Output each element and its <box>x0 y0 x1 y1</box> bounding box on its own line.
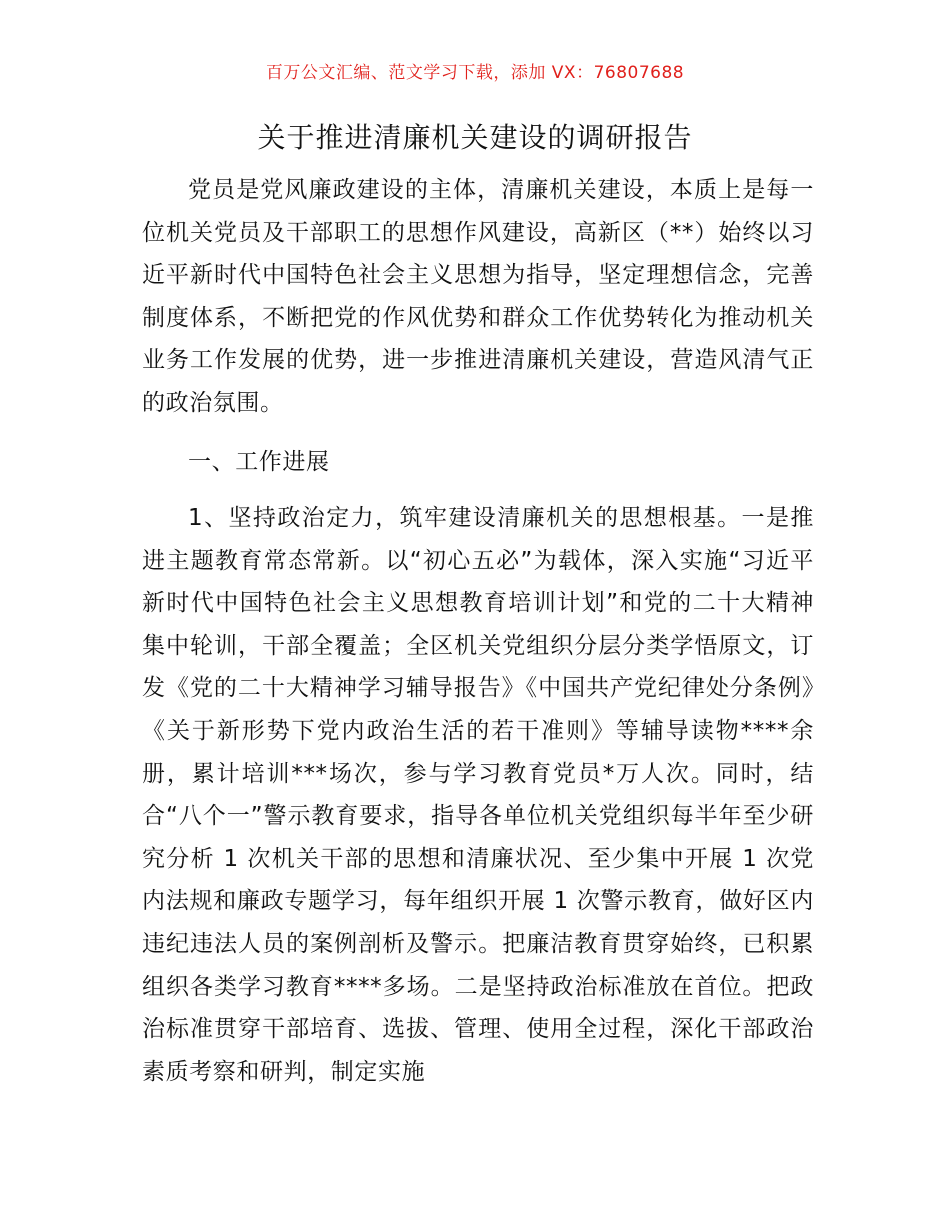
body-paragraph-text: 1、坚持政治定力，筑牢建设清廉机关的思想根基。一是推进主题教育常态常新。以“初心五必”为载体，深入实施“习近平新时代中国特色社会主义思想教育培训计划”和党的二十大精神集中轮训，干部全覆盖；全区机关党组织分层分类学悟原文，订发《党的二十大精神学习辅导报告》《中国共产党纪律处分条例》《关于新形势下党内政治生活的若干准则》等辅导读物****余册，累计培训***场次，参与学习教育党员*万人次。同时，结合“八个一”警示教育要求，指导各单位机关党组织每半年至少研究分析 1 次机关干部的思想和清廉状况、至少集中开展 1 次党内法规和廉政专题学习，每年组织开展 1 次警示教育，做好区内违纪违法人员的案例剖析及警示。把廉洁教育贯穿始终，已积累组织各类学习教育****多场。二是坚持政治标准放在首位。把政治标准贯穿干部培育、选拔、管理、使用全过程，深化干部政治素质考察和研判，制定实施 <box>142 505 814 1085</box>
intro-text: 党员是党风廉政建设的主体，清廉机关建设，本质上是每一位机关党员及干部职工的思想作风建设，高新区（**）始终以习近平新时代中国特色社会主义思想为指导，坚定理想信念，完善制度体系，不断把党的作风优势和群众工作优势转化为推动机关业务工作发展的优势，进一步推进清廉机关建设，营造风清气正的政治氛围。 <box>142 177 814 416</box>
body-paragraph <box>142 497 814 1093</box>
document-title: 关于推进清廉机关建设的调研报告 <box>257 121 693 154</box>
section-heading <box>142 441 814 484</box>
section-heading-text: 一、工作进展 <box>188 449 330 475</box>
header-watermark-note: 百万公文汇编、范文学习下载，添加 VX：76807688 <box>265 63 685 83</box>
intro-paragraph <box>142 169 814 425</box>
